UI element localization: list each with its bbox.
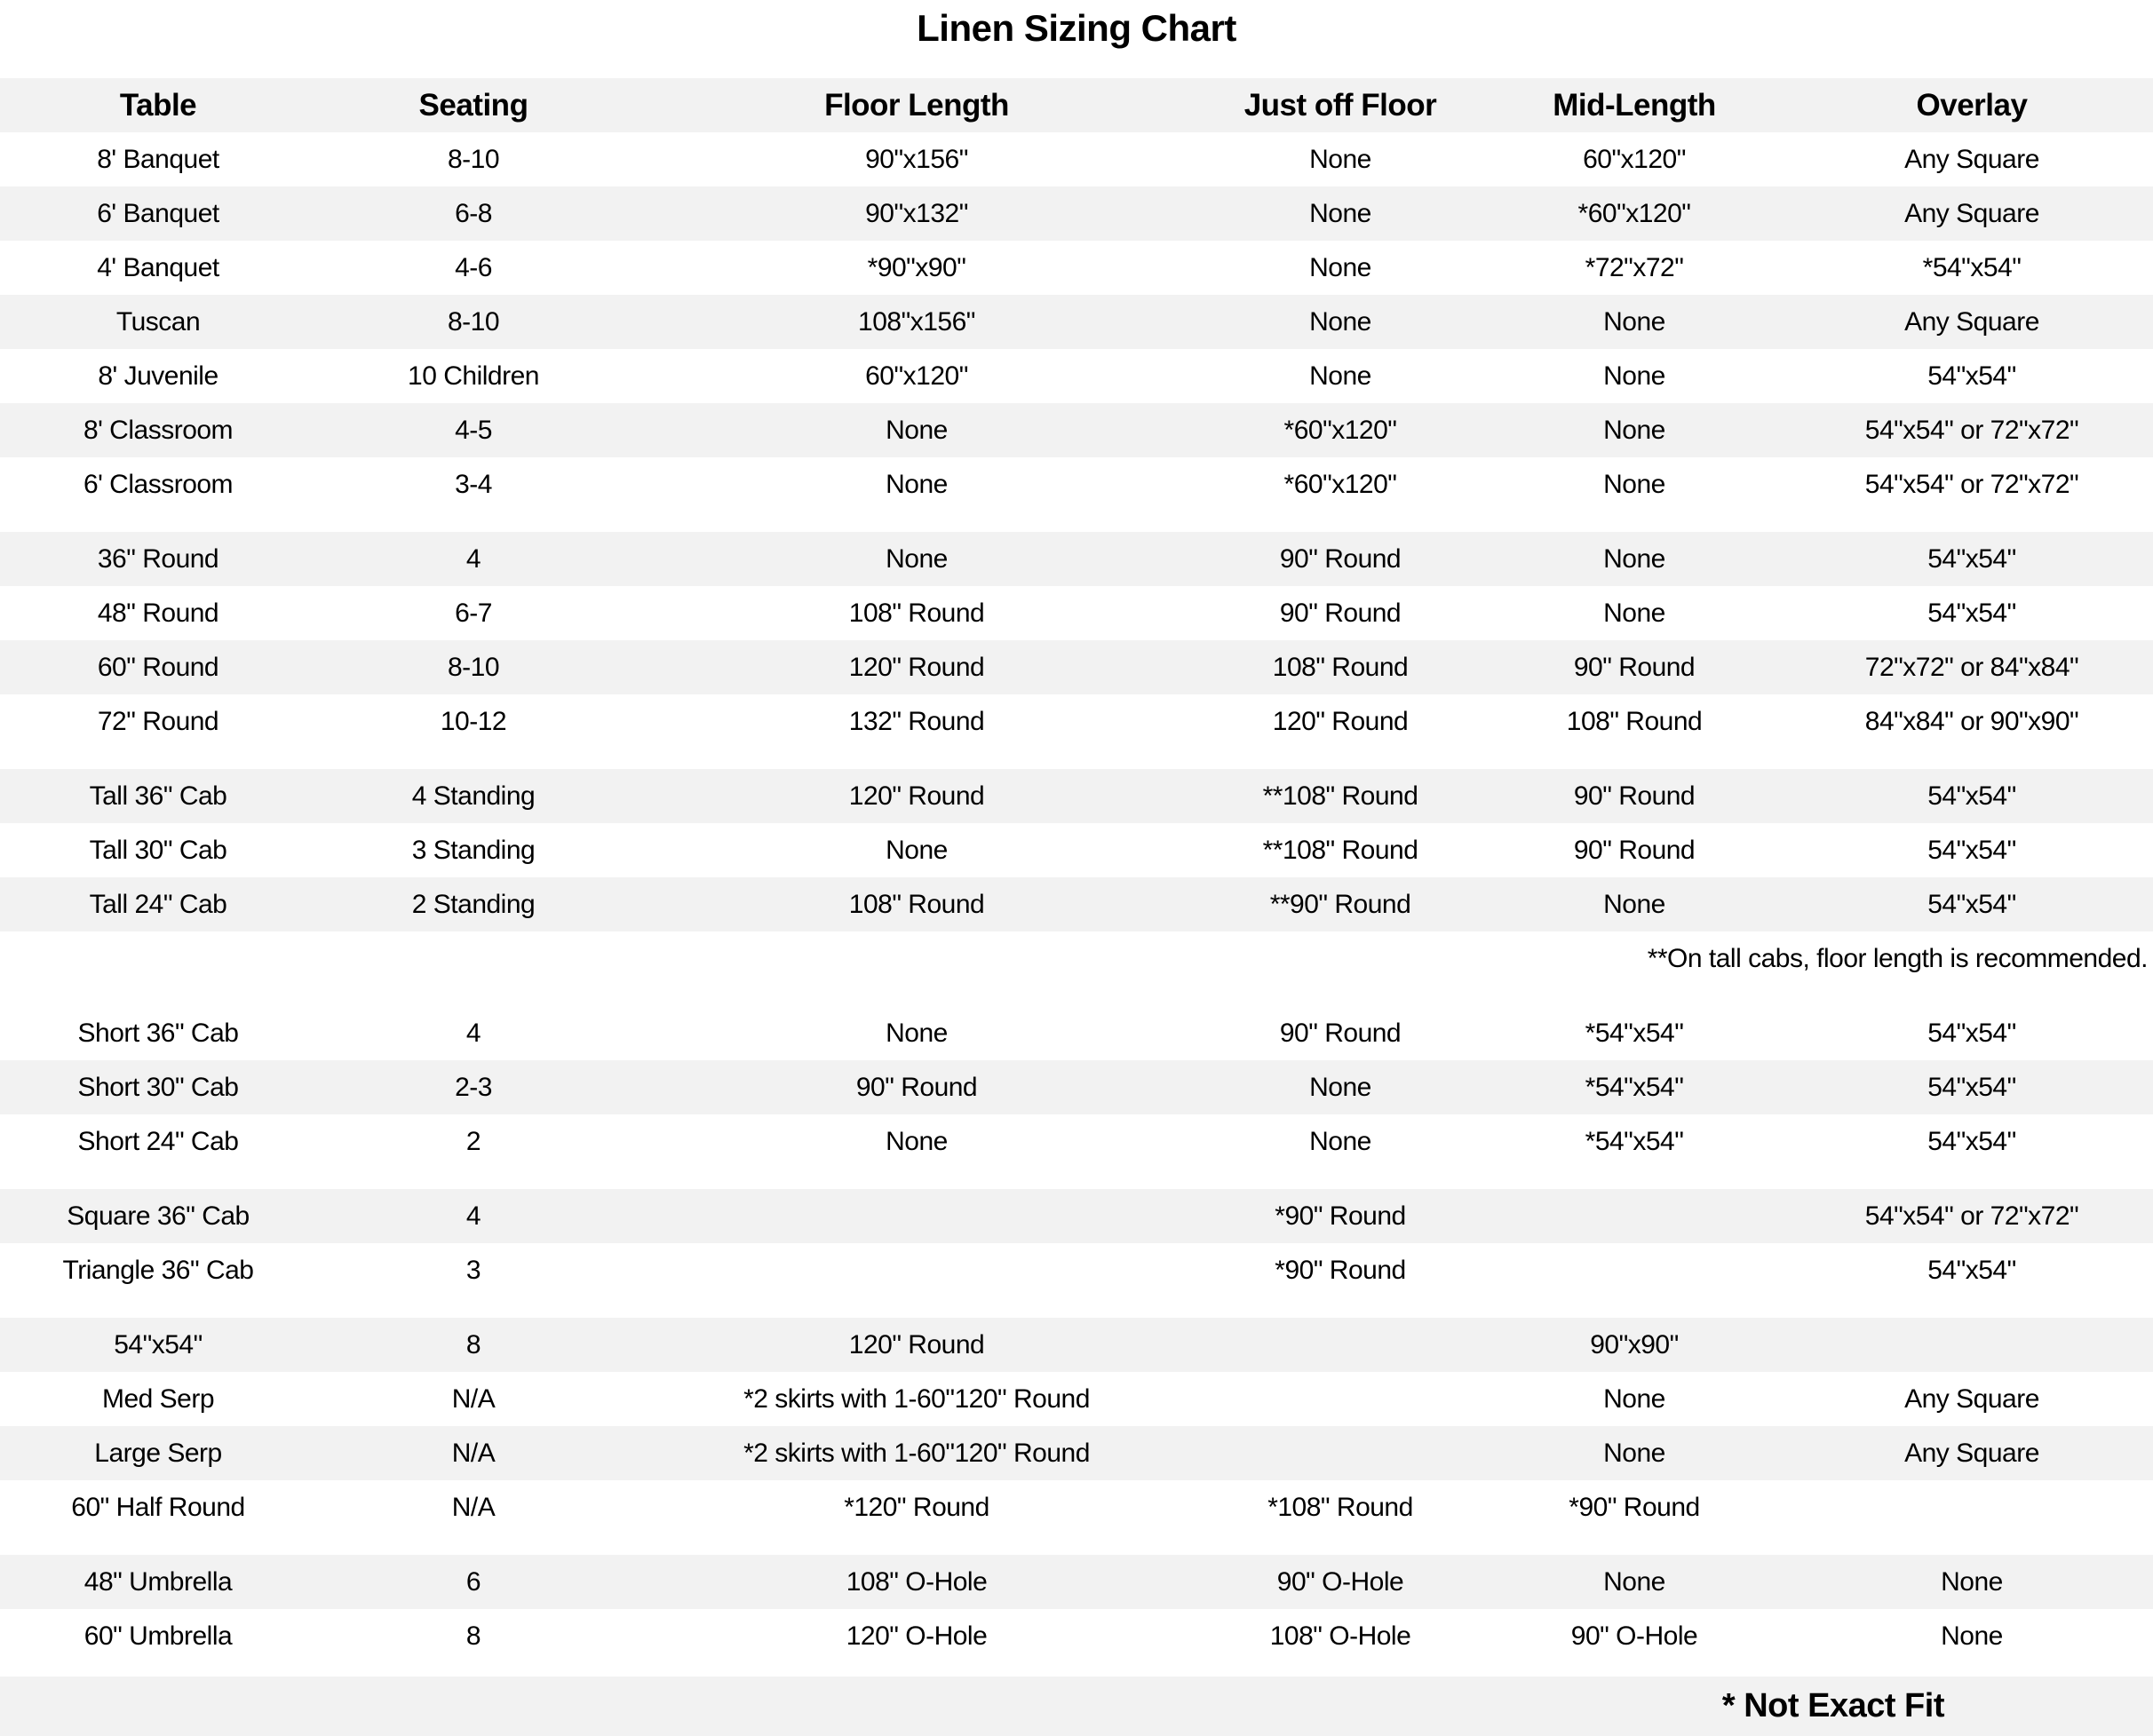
cell: None bbox=[1603, 361, 1665, 391]
table-header-row bbox=[0, 78, 2153, 132]
cell: **90" Round bbox=[1269, 889, 1411, 919]
table-row bbox=[0, 532, 2153, 586]
cell: None bbox=[1941, 1621, 2003, 1651]
cell: *90" Round bbox=[1569, 1492, 1700, 1522]
table-row bbox=[0, 877, 2153, 931]
cell: *60"x120" bbox=[1283, 469, 1397, 499]
cell: 54"x54" bbox=[1927, 361, 2016, 391]
cell: 54"x54" or 72"x72" bbox=[1864, 1201, 2079, 1231]
cell: 90"x132" bbox=[865, 198, 968, 228]
not-exact-fit-note: * Not Exact Fit bbox=[0, 1677, 2153, 1736]
cell: 8-10 bbox=[447, 306, 500, 337]
cell: None bbox=[886, 415, 948, 445]
cell: None bbox=[1603, 598, 1665, 628]
cell: 90" Round bbox=[1279, 598, 1402, 628]
cell: 108"x156" bbox=[858, 306, 975, 337]
cell: 54"x54" bbox=[1927, 543, 2016, 574]
table-row bbox=[0, 1372, 2153, 1426]
cell: 6' Classroom bbox=[83, 469, 234, 499]
cell: 90" Round bbox=[855, 1072, 978, 1102]
cell: 72" Round bbox=[97, 706, 219, 736]
cell: 60" Round bbox=[97, 652, 219, 682]
cell: None bbox=[1309, 144, 1371, 174]
cell: 60" Half Round bbox=[71, 1492, 245, 1522]
cell: None bbox=[1603, 1383, 1665, 1414]
cell: 90" Round bbox=[1573, 835, 1696, 865]
table-row bbox=[0, 1114, 2153, 1169]
cell: 36" Round bbox=[97, 543, 219, 574]
column-header-seating: Seating bbox=[418, 87, 528, 123]
cell: 54"x54" bbox=[1927, 1126, 2016, 1156]
cell: *54"x54" bbox=[1585, 1018, 1684, 1048]
cell: 90" Round bbox=[1573, 652, 1696, 682]
cell: 90" Round bbox=[1279, 1018, 1402, 1048]
cell: 4 bbox=[465, 1018, 481, 1048]
cell: None bbox=[1603, 415, 1665, 445]
table-row bbox=[0, 769, 2153, 823]
cell: 54"x54" or 72"x72" bbox=[1864, 415, 2079, 445]
cell: 120" Round bbox=[848, 1329, 985, 1359]
cell: 54"x54" bbox=[1927, 889, 2016, 919]
cell: **108" Round bbox=[1262, 835, 1418, 865]
cell: Any Square bbox=[1904, 1438, 2039, 1468]
table-row bbox=[0, 1060, 2153, 1114]
cell: None bbox=[886, 543, 948, 574]
page-title: Linen Sizing Chart bbox=[917, 7, 1236, 49]
cell: 4 bbox=[465, 1201, 481, 1231]
table-body bbox=[0, 132, 2153, 1663]
cell: Large Serp bbox=[94, 1438, 222, 1468]
cell: 48" Round bbox=[97, 598, 219, 628]
cell: 6 bbox=[465, 1566, 481, 1597]
table-row bbox=[0, 1609, 2153, 1663]
cell: Short 36" Cab bbox=[77, 1018, 239, 1048]
cell: 90"x90" bbox=[1590, 1329, 1679, 1359]
table-row bbox=[0, 640, 2153, 694]
cell: None bbox=[1309, 306, 1371, 337]
cell: None bbox=[1603, 889, 1665, 919]
cell: 4 Standing bbox=[411, 781, 536, 811]
cell: None bbox=[1309, 198, 1371, 228]
cell: *60"x120" bbox=[1577, 198, 1691, 228]
cell: Tall 30" Cab bbox=[89, 835, 227, 865]
cell: 84"x84" or 90"x90" bbox=[1864, 706, 2079, 736]
cell: Tall 24" Cab bbox=[89, 889, 227, 919]
table-row bbox=[0, 241, 2153, 295]
section-spacer bbox=[0, 986, 2153, 1006]
cell: 90" O-Hole bbox=[1570, 1621, 1698, 1651]
cell: 72"x72" or 84"x84" bbox=[1864, 652, 2079, 682]
cell: 4 bbox=[465, 543, 481, 574]
cell: 132" Round bbox=[848, 706, 985, 736]
cell: 60" Umbrella bbox=[83, 1621, 233, 1651]
cell: None bbox=[1603, 543, 1665, 574]
section-spacer bbox=[0, 511, 2153, 532]
cell: *2 skirts with 1-60"120" Round bbox=[743, 1438, 1090, 1468]
cell: 6' Banquet bbox=[97, 198, 219, 228]
cell: Short 24" Cab bbox=[77, 1126, 239, 1156]
cell: None bbox=[1309, 1072, 1371, 1102]
cell: 54"x54" bbox=[114, 1329, 203, 1359]
section-spacer bbox=[0, 1297, 2153, 1318]
section-spacer bbox=[0, 749, 2153, 769]
table-row bbox=[0, 295, 2153, 349]
cell: None bbox=[1941, 1566, 2003, 1597]
cell: 4' Banquet bbox=[97, 252, 219, 282]
cell: *108" Round bbox=[1267, 1492, 1413, 1522]
cell: N/A bbox=[451, 1492, 496, 1522]
cell: *2 skirts with 1-60"120" Round bbox=[743, 1383, 1090, 1414]
cell: 90"x156" bbox=[865, 144, 968, 174]
cell: Any Square bbox=[1904, 198, 2039, 228]
cell: None bbox=[886, 1018, 948, 1048]
cell: None bbox=[1603, 306, 1665, 337]
cell: *90" Round bbox=[1275, 1201, 1406, 1231]
table-row bbox=[0, 1189, 2153, 1243]
cell: Tuscan bbox=[115, 306, 201, 337]
cell: Any Square bbox=[1904, 1383, 2039, 1414]
cell: 54"x54" bbox=[1927, 1255, 2016, 1285]
cell: 120" Round bbox=[848, 652, 985, 682]
cell: *72"x72" bbox=[1585, 252, 1684, 282]
cell: None bbox=[1309, 1126, 1371, 1156]
cell: 120" Round bbox=[1272, 706, 1409, 736]
table-row bbox=[0, 694, 2153, 749]
cell: 54"x54" bbox=[1927, 598, 2016, 628]
cell: Med Serp bbox=[101, 1383, 215, 1414]
cell: Tall 36" Cab bbox=[89, 781, 227, 811]
cell: 60"x120" bbox=[1583, 144, 1686, 174]
cell: 120" O-Hole bbox=[846, 1621, 988, 1651]
column-header-overlay: Overlay bbox=[1916, 87, 2028, 123]
table-row bbox=[0, 403, 2153, 457]
cell: 8' Juvenile bbox=[98, 361, 218, 391]
cell: Square 36" Cab bbox=[67, 1201, 250, 1231]
cell: 54"x54" bbox=[1927, 835, 2016, 865]
cell: None bbox=[886, 469, 948, 499]
cell: 8' Banquet bbox=[97, 144, 219, 174]
cell: 8-10 bbox=[447, 652, 500, 682]
cell: 90" Round bbox=[1279, 543, 1402, 574]
cell: 108" O-Hole bbox=[846, 1566, 988, 1597]
column-header-just-off-floor: Just off Floor bbox=[1243, 87, 1437, 123]
cell: None bbox=[1603, 469, 1665, 499]
cell: 10-12 bbox=[440, 706, 507, 736]
cell: 6-7 bbox=[455, 598, 492, 628]
table-row bbox=[0, 1480, 2153, 1534]
cell: 54"x54" bbox=[1927, 1018, 2016, 1048]
cell: *54"x54" bbox=[1585, 1072, 1684, 1102]
table-row bbox=[0, 457, 2153, 511]
cell: 4-6 bbox=[455, 252, 492, 282]
cell: 108" Round bbox=[848, 598, 985, 628]
cell: *90"x90" bbox=[867, 252, 966, 282]
cell: None bbox=[886, 835, 948, 865]
cell: 54"x54" bbox=[1927, 1072, 2016, 1102]
cell: 8 bbox=[465, 1621, 481, 1651]
table-row bbox=[0, 1006, 2153, 1060]
cell: 3 bbox=[465, 1255, 481, 1285]
cell: 60"x120" bbox=[865, 361, 968, 391]
table-row bbox=[0, 1318, 2153, 1372]
cell: Short 30" Cab bbox=[77, 1072, 239, 1102]
table-row bbox=[0, 186, 2153, 241]
cell: N/A bbox=[451, 1383, 496, 1414]
cell: 8 bbox=[465, 1329, 481, 1359]
cell: None bbox=[1603, 1566, 1665, 1597]
table-row bbox=[0, 349, 2153, 403]
cell: Any Square bbox=[1904, 306, 2039, 337]
cell: 8' Classroom bbox=[83, 415, 234, 445]
cell: N/A bbox=[451, 1438, 496, 1468]
column-header-table: Table bbox=[119, 87, 197, 123]
section-spacer bbox=[0, 1534, 2153, 1555]
cell: 3 Standing bbox=[411, 835, 536, 865]
cell: 90" O-Hole bbox=[1276, 1566, 1404, 1597]
table-row bbox=[0, 823, 2153, 877]
cell: 108" Round bbox=[848, 889, 985, 919]
tall-cabs-note: **On tall cabs, floor length is recommended. bbox=[0, 931, 2153, 986]
cell: *54"x54" bbox=[1922, 252, 2022, 282]
cell: 120" Round bbox=[848, 781, 985, 811]
table-row bbox=[0, 586, 2153, 640]
column-header-mid-length: Mid-Length bbox=[1553, 87, 1716, 123]
section-spacer bbox=[0, 1169, 2153, 1189]
cell: 54"x54" or 72"x72" bbox=[1864, 469, 2079, 499]
cell: 90" Round bbox=[1573, 781, 1696, 811]
table-row bbox=[0, 1426, 2153, 1480]
cell: 4-5 bbox=[455, 415, 492, 445]
cell: 10 Children bbox=[408, 361, 539, 391]
cell: 54"x54" bbox=[1927, 781, 2016, 811]
cell: *120" Round bbox=[844, 1492, 989, 1522]
cell: Triangle 36" Cab bbox=[62, 1255, 254, 1285]
cell: 2 Standing bbox=[411, 889, 536, 919]
cell: 6-8 bbox=[455, 198, 492, 228]
cell: None bbox=[1309, 252, 1371, 282]
cell: 108" O-Hole bbox=[1269, 1621, 1411, 1651]
cell: 48" Umbrella bbox=[83, 1566, 233, 1597]
cell: 3-4 bbox=[455, 469, 492, 499]
cell: None bbox=[1603, 1438, 1665, 1468]
cell: 2 bbox=[465, 1126, 481, 1156]
cell: 8-10 bbox=[447, 144, 500, 174]
cell: *90" Round bbox=[1275, 1255, 1406, 1285]
cell: 108" Round bbox=[1272, 652, 1409, 682]
cell: *54"x54" bbox=[1585, 1126, 1684, 1156]
cell: **108" Round bbox=[1262, 781, 1418, 811]
table-row bbox=[0, 132, 2153, 186]
cell: 108" Round bbox=[1566, 706, 1703, 736]
table-row bbox=[0, 1243, 2153, 1297]
table-row bbox=[0, 1555, 2153, 1609]
cell: None bbox=[886, 1126, 948, 1156]
cell: 2-3 bbox=[455, 1072, 492, 1102]
cell: Any Square bbox=[1904, 144, 2039, 174]
cell: None bbox=[1309, 361, 1371, 391]
cell: *60"x120" bbox=[1283, 415, 1397, 445]
column-header-floor-length: Floor Length bbox=[824, 87, 1009, 123]
